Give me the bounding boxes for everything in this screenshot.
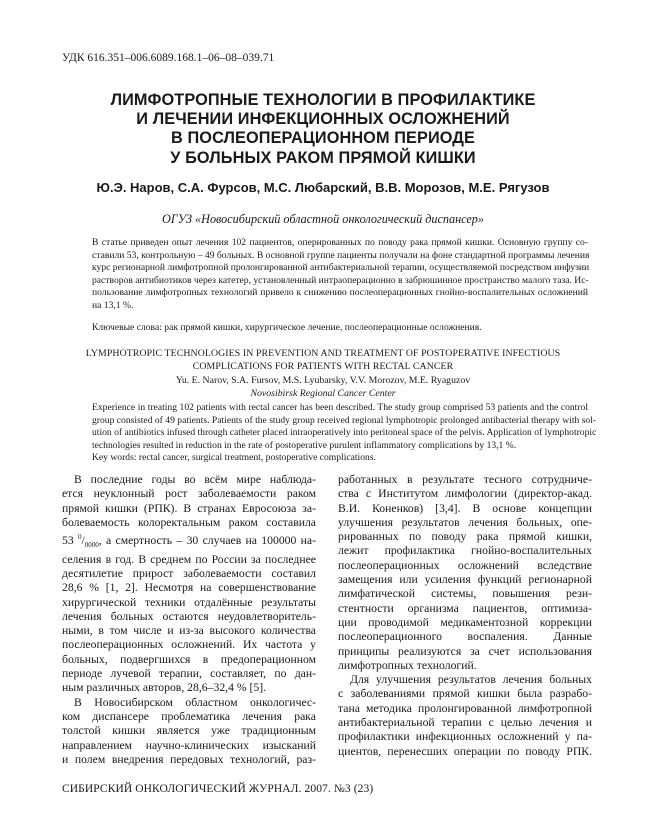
body-line: ции проводимой медикаментозной коррекции bbox=[338, 615, 592, 629]
abstract-en bbox=[92, 402, 597, 452]
abstract-line: ставили 53, контрольную – 49 больных. В основной группе пациенты получали на фоне стандартной программы лечения bbox=[92, 249, 590, 261]
body-line: ется неуклонный рост заболеваемости раком bbox=[62, 487, 316, 501]
journal-footer: СИБИРСКИЙ ОНКОЛОГИЧЕСКИЙ ЖУРНАЛ. 2007. №3 (23) bbox=[62, 783, 374, 795]
title-line: В ПОСЛЕОПЕРАЦИОННОМ ПЕРИОДЕ bbox=[171, 129, 475, 148]
body-line: В.И. Коненков) [3,4]. В основе концепции bbox=[338, 501, 592, 515]
abstract-en-line: technologies resulted in reduction in the rate of postoperative purulent inflammatory complications by 13,1 %. bbox=[92, 439, 517, 451]
body-line: стентности организма пациентов, оптимиза- bbox=[338, 601, 592, 615]
body-line: десятилетие прирост заболеваемости составил bbox=[62, 567, 316, 580]
abstract-ru bbox=[92, 237, 588, 313]
body-line-incidence bbox=[62, 530, 316, 553]
body-line: тана методика пролонгированной лимфотропной bbox=[338, 701, 592, 715]
body-line: В последние годы во всём мире наблюда- bbox=[74, 473, 316, 486]
body-line: профилактики инфекционных осложнений у па- bbox=[338, 730, 592, 744]
body-line: и полем внедрения передовых технологий, раз- bbox=[62, 752, 316, 766]
body-line: 28,6 % [1, 2]. Несмотря на совершенствование bbox=[62, 581, 316, 595]
body-line: толстой кишки является уже традиционным bbox=[62, 724, 316, 738]
body-line: замещения или усиления функций регионарной bbox=[338, 573, 592, 587]
authors: Ю.Э. Наров, С.А. Фурсов, М.С. Любарский, В.В. Морозов, М.Е. Рягузов bbox=[96, 180, 550, 195]
english-title-line: COMPLICATIONS FOR PATIENTS WITH RECTAL CANCER bbox=[192, 360, 454, 372]
incidence-rest: , а смертность – 30 случаев на 100000 на- bbox=[98, 534, 317, 548]
udk-code: УДК 616.351–006.6089.168.1–06–08–039.71 bbox=[62, 52, 275, 64]
abstract-en-line: ution of antibiotics infused through catheter placed intraoperatively into peritoneal space of the pelvis. Application of lymphotropic bbox=[92, 427, 597, 439]
body-line: послеоперационных осложнений вследствие bbox=[338, 558, 592, 572]
body-line: послеоперационных осложнений. Их частота у bbox=[62, 638, 316, 652]
body-line: лимфотропных технологий. bbox=[338, 658, 477, 672]
body-line: ком диспансере проблематика лечения рака bbox=[62, 709, 316, 723]
english-affiliation: Novosibirsk Regional Cancer Center bbox=[250, 388, 396, 399]
body-line: принципы реализуются за счет использования bbox=[338, 644, 592, 658]
body-line: селения в год. В среднем по России за последнее bbox=[62, 552, 316, 566]
english-title bbox=[60, 348, 586, 374]
keywords-ru: Ключевые слова: рак прямой кишки, хирургическое лечение, послеоперационные осложнения. bbox=[92, 322, 482, 333]
body-line: периоде лучевой терапии, составляет, по дан- bbox=[62, 667, 316, 681]
abstract-en-line: group consisted of 49 patients. Patients of the study group received regional lymphotropic prolonged antibacterial therapy with sol- bbox=[92, 414, 597, 426]
english-title-line: LYMPHOTROPIC TECHNOLOGIES IN PREVENTION AND TREATMENT OF POSTOPERATIVE INFECTIOUS bbox=[85, 348, 561, 359]
body-line: ным различных авторов, 28,6–32,4 % [5]. bbox=[62, 681, 267, 695]
abstract-line: на 13,1 %. bbox=[92, 299, 134, 311]
body-line: циентов, перенесших операции по поводу РПК. bbox=[338, 744, 592, 758]
body-column-left bbox=[62, 473, 316, 767]
body-line: ства с Институтом лимфологии (директор-акад. bbox=[338, 487, 592, 501]
body-line: Для улучшения результатов лечения больных bbox=[350, 673, 592, 687]
body-line: антибактериальной терапии с целью лечения и bbox=[338, 716, 592, 730]
incidence-value: 53 bbox=[62, 534, 79, 548]
abstract-line: растворов антибиотиков через катетер, установленный интраоперационно в забрюшинное пространство малого таза. Ис- bbox=[92, 274, 589, 286]
per-slash: / bbox=[81, 534, 85, 548]
body-line: прямой кишки (РПК). В странах Евросоюза за- bbox=[62, 501, 316, 515]
body-line: лимфатической системы, повышения рези- bbox=[338, 587, 592, 601]
body-line: с заболеваниями прямой кишки была разрабо- bbox=[338, 687, 592, 701]
body-line: больных, подвергшихся в предоперационном bbox=[62, 652, 316, 666]
body-line: направлением научно-клинических изысканий bbox=[62, 738, 316, 752]
english-authors: Yu. E. Narov, S.A. Fursov, M.S. Lyubarsky, V.V. Morozov, M.E. Ryaguzov bbox=[175, 375, 471, 386]
abstract-line: В статье приведен опыт лечения 102 пациентов, оперированных по поводу рака прямой кишки. Основную группу со- bbox=[92, 237, 588, 248]
body-line: В Новосибирском областном онкологичес- bbox=[74, 695, 316, 709]
body-line: рированных по поводу рака прямой кишки, bbox=[338, 530, 592, 544]
abstract-en-line: Experience in treating 102 patients with rectal cancer has been described. The study group comprised 53 patients and the control bbox=[92, 402, 588, 413]
body-line: ными, в том числе и из-за высокого количества bbox=[62, 624, 316, 638]
keywords-en: Key words: rectal cancer, surgical treatment, postoperative complications. bbox=[92, 452, 376, 463]
title-line: У БОЛЬНЫХ РАКОМ ПРЯМОЙ КИШКИ bbox=[170, 148, 476, 167]
per-sub: 0000 bbox=[84, 541, 99, 550]
title-line: И ЛЕЧЕНИИ ИНФЕКЦИОННЫХ ОСЛОЖНЕНИЙ bbox=[136, 110, 510, 129]
body-line: улучшения результатов лечения больных, опе- bbox=[338, 515, 592, 529]
abstract-line: пользование лимфотропных технологий привело к снижению послеоперационных гнойно-воспалительных осложнений bbox=[92, 287, 588, 299]
body-line: послеоперационного воспаления. Данные bbox=[338, 630, 592, 644]
abstract-line: курс регионарной лимфотропной пролонгированной антибактериальной терапии, осуществляемой посредством инфузии bbox=[92, 262, 590, 274]
body-line: хирургической техники отдалённые результаты bbox=[62, 595, 316, 609]
body-line: лежит профилактика гнойно-воспалительных bbox=[338, 544, 592, 558]
article-title bbox=[60, 91, 586, 168]
affiliation: ОГУЗ «Новосибирский областной онкологический диспансер» bbox=[162, 212, 484, 226]
body-line: работанных в результате тесного сотрудниче- bbox=[338, 473, 592, 486]
per-sup: 0 bbox=[78, 533, 82, 542]
body-line: лечения больных остаются неудовлетворитель- bbox=[62, 609, 316, 623]
title-line: ЛИМФОТРОПНЫЕ ТЕХНОЛОГИИ В ПРОФИЛАКТИКЕ bbox=[110, 91, 536, 109]
body-line: болеваемость колоректальным раком составила bbox=[62, 515, 316, 529]
body-column-right bbox=[338, 473, 592, 759]
